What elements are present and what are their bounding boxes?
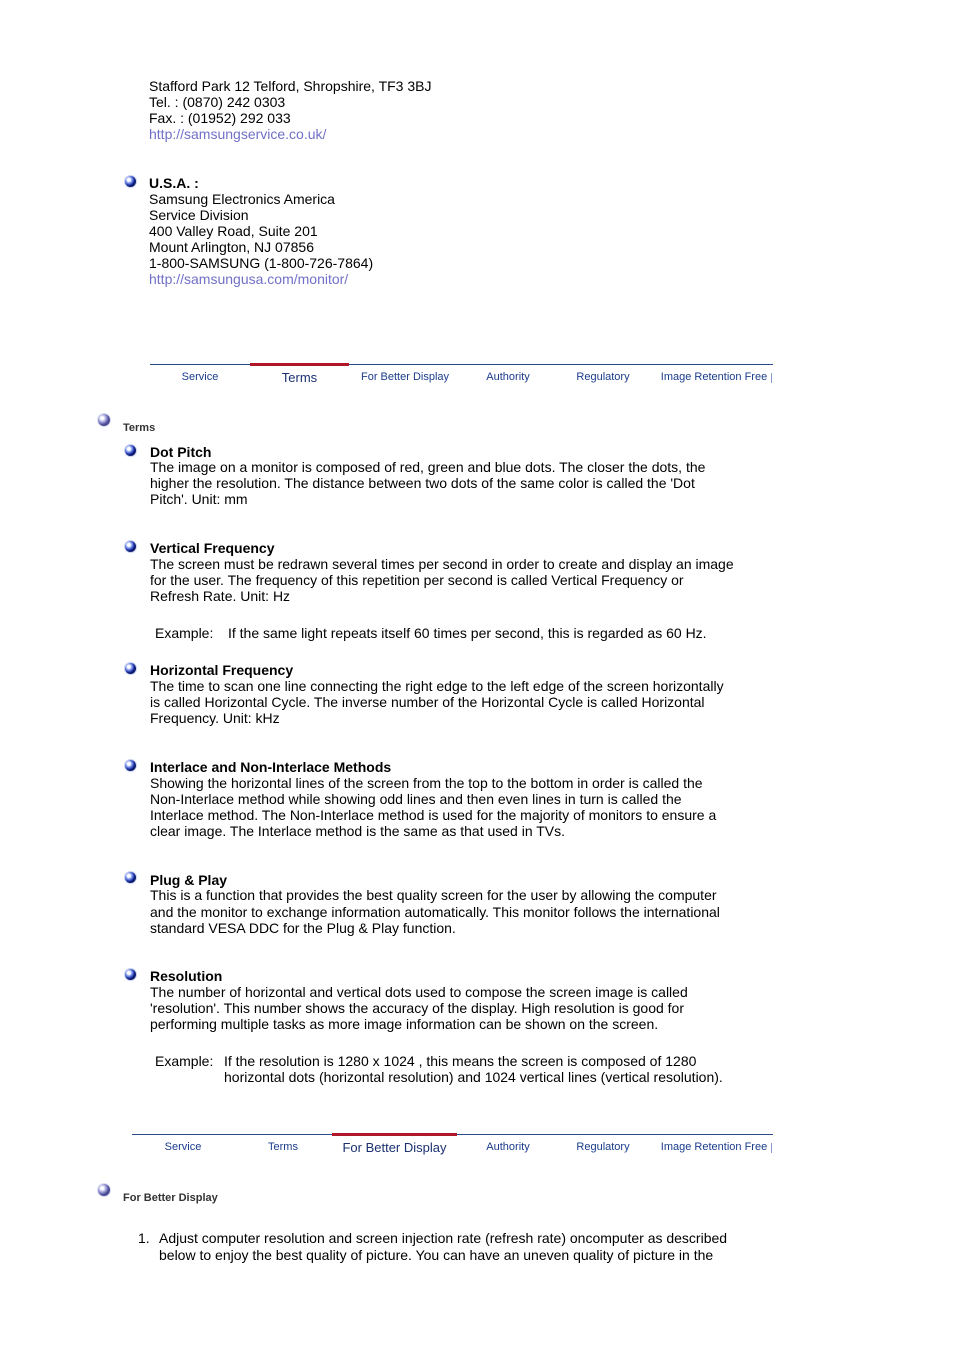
term-title: Horizontal Frequency: [150, 662, 294, 678]
section-bullet-icon: [98, 414, 110, 426]
term-title: Resolution: [150, 968, 223, 984]
list-item-text: below to enjoy the best quality of picture. You can have an uneven quality of picture in the: [159, 1247, 714, 1263]
tab-image-retention-free[interactable]: Image Retention Free: [660, 1141, 768, 1153]
bullet-icon: [125, 445, 136, 456]
usa-heading: U.S.A. :: [149, 175, 199, 191]
tab-terms[interactable]: Terms: [250, 363, 349, 390]
term-text: for the user. The frequency of this repetition per second is called Vertical Frequency or: [150, 572, 684, 588]
term-title: Dot Pitch: [150, 444, 212, 460]
uk-tel-line: Tel. : (0870) 242 0303: [149, 94, 286, 110]
tab-regulatory[interactable]: Regulatory: [576, 371, 630, 383]
tab-image-retention-free[interactable]: Image Retention Free: [660, 371, 768, 383]
example-text: If the resolution is 1280 x 1024 , this means the screen is composed of 1280: [224, 1053, 697, 1069]
term-text: and the monitor to exchange information automatically. This monitor follows the international: [150, 904, 720, 920]
tab-service[interactable]: Service: [181, 371, 219, 383]
term-text: clear image. The Interlace method is the same as that used in TVs.: [150, 823, 566, 839]
term-text: performing multiple tasks as more image information can be shown on the screen.: [150, 1016, 659, 1032]
term-text: 'resolution'. This number shows the accuracy of the display. High resolution is good for: [150, 1000, 684, 1016]
tab-terms[interactable]: Terms: [268, 1141, 298, 1153]
list-item-text: Adjust computer resolution and screen injection rate (refresh rate) oncomputer as described: [159, 1230, 728, 1246]
tab-regulatory[interactable]: Regulatory: [576, 1141, 630, 1153]
bullet-icon: [125, 760, 136, 771]
bullet-icon: [125, 176, 136, 187]
list-item-number: 1.: [138, 1230, 150, 1246]
tab-for-better-display[interactable]: For Better Display: [332, 1133, 457, 1160]
usa-service-link[interactable]: http://samsungusa.com/monitor/: [149, 271, 349, 287]
example-text: horizontal dots (horizontal resolution) and 1024 vertical lines (vertical resolution).: [224, 1069, 723, 1085]
example-label: Example:: [155, 625, 214, 641]
tab-authority[interactable]: Authority: [486, 371, 530, 383]
term-text: Showing the horizontal lines of the screen from the top to the bottom in order is called the: [150, 775, 703, 791]
usa-line: 400 Valley Road, Suite 201: [149, 223, 318, 239]
example-text: If the same light repeats itself 60 times per second, this is regarded as 60 Hz.: [228, 625, 707, 641]
tab-authority[interactable]: Authority: [486, 1141, 530, 1153]
example-label: Example:: [155, 1053, 214, 1069]
tab-bar: [150, 364, 773, 391]
tab-for-better-display[interactable]: For Better Display: [360, 371, 450, 383]
term-text: Refresh Rate. Unit: Hz: [150, 588, 291, 604]
term-text: is called Horizontal Cycle. The inverse number of the Horizontal Cycle is called Horizontal: [150, 694, 705, 710]
term-text: Non-Interlace method while showing odd lines and then even lines in turn is called the: [150, 791, 682, 807]
bullet-icon: [125, 541, 136, 552]
tab-divider: [771, 373, 772, 383]
term-text: The time to scan one line connecting the right edge to the left edge of the screen horizontally: [150, 678, 724, 694]
bullet-icon: [125, 872, 136, 883]
uk-service-link[interactable]: http://samsungservice.co.uk/: [149, 126, 327, 142]
term-text: The screen must be redrawn several times per second in order to create and display an image: [150, 556, 734, 572]
usa-line: Mount Arlington, NJ 07856: [149, 239, 314, 255]
section-title-for-better-display: For Better Display: [123, 1192, 218, 1204]
section-bullet-icon: [98, 1184, 110, 1196]
bullet-icon: [125, 663, 136, 674]
tab-divider: [771, 1143, 772, 1153]
bullet-icon: [125, 969, 136, 980]
usa-line: Service Division: [149, 207, 249, 223]
term-text: Pitch'. Unit: mm: [150, 491, 248, 507]
tab-bar: [132, 1134, 773, 1161]
term-text: This is a function that provides the best quality screen for the user by allowing the computer: [150, 887, 717, 903]
term-text: The number of horizontal and vertical dots used to compose the screen image is called: [150, 984, 688, 1000]
term-text: standard VESA DDC for the Plug & Play function.: [150, 920, 456, 936]
term-text: higher the resolution. The distance between two dots of the same color is called the 'Dot: [150, 475, 695, 491]
term-text: Interlace method. The Non-Interlace method is used for the majority of monitors to ensure a: [150, 807, 717, 823]
tab-service[interactable]: Service: [164, 1141, 202, 1153]
section-title-terms: Terms: [123, 422, 156, 434]
usa-line: Samsung Electronics America: [149, 191, 335, 207]
uk-fax-line: Fax. : (01952) 292 033: [149, 110, 291, 126]
term-title: Plug & Play: [150, 872, 228, 888]
term-text: Frequency. Unit: kHz: [150, 710, 280, 726]
term-title: Vertical Frequency: [150, 540, 275, 556]
usa-phone-line: 1-800-SAMSUNG (1-800-726-7864): [149, 255, 374, 271]
uk-address-line: Stafford Park 12 Telford, Shropshire, TF3 3BJ: [149, 78, 432, 94]
term-text: The image on a monitor is composed of red, green and blue dots. The closer the dots, the: [150, 459, 706, 475]
term-title: Interlace and Non-Interlace Methods: [150, 759, 392, 775]
